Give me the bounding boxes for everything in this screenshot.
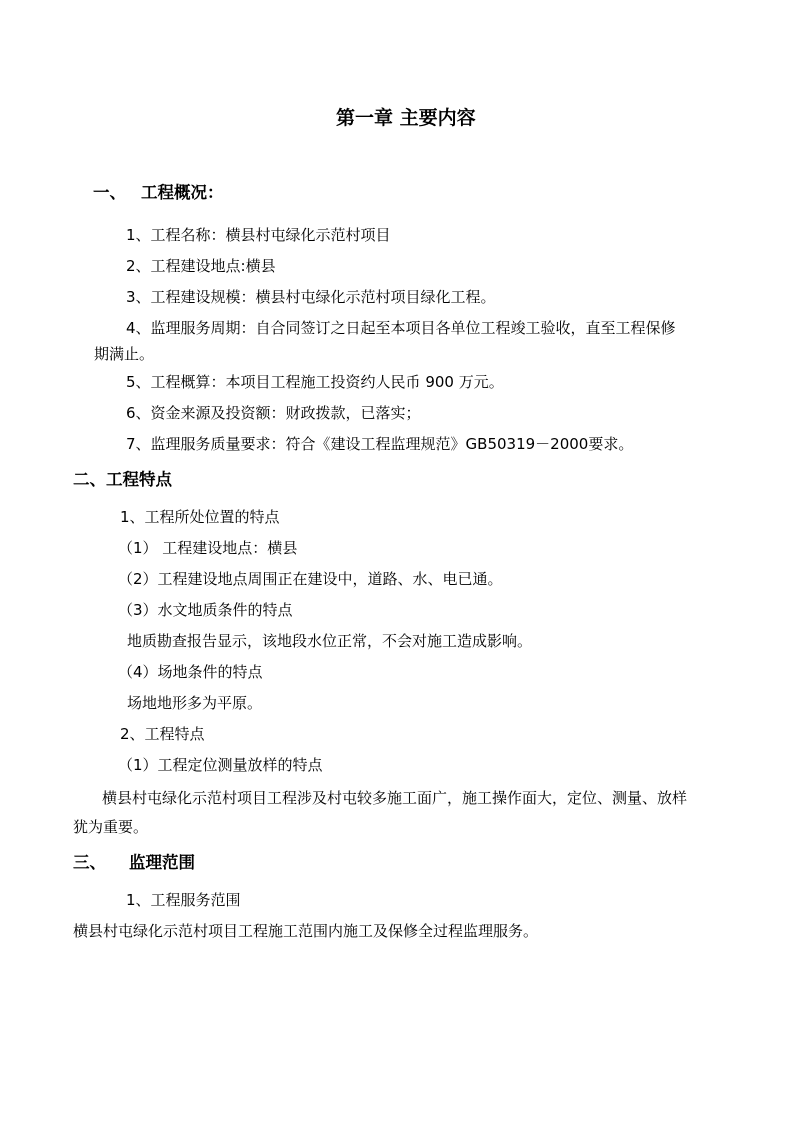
s1-item-4-cont: 期满止。 (94, 345, 155, 363)
s2-line-4: （3）水文地质条件的特点 (118, 601, 293, 619)
s2-line-10: 横县村屯绿化示范村项目工程涉及村屯较多施工面广，施工操作面大，定位、测量、放样 (102, 789, 688, 807)
section-1-heading: 工程概况： (141, 183, 224, 202)
s2-line-6: （4）场地条件的特点 (118, 663, 263, 681)
s2-line-5: 地质勘查报告显示，该地段水位正常，不会对施工造成影响。 (127, 632, 533, 650)
s1-item-4: 4、监理服务周期：自合同签订之日起至本项目各单位工程竣工验收，直至工程保修 (126, 319, 676, 337)
section-3-number: 三、 (73, 853, 106, 872)
s2-line-11: 犹为重要。 (73, 818, 149, 836)
s2-line-7: 场地地形多为平原。 (127, 694, 263, 712)
s1-item-7: 7、监理服务质量要求：符合《建设工程监理规范》GB50319－2000要求。 (126, 435, 634, 453)
chapter-title: 第一章 主要内容 (336, 107, 476, 129)
s3-line-2: 横县村屯绿化示范村项目工程施工范围内施工及保修全过程监理服务。 (73, 922, 539, 940)
section-2-heading: 二、工程特点 (73, 470, 172, 489)
s2-line-3: （2）工程建设地点周围正在建设中，道路、水、电已通。 (118, 570, 503, 588)
section-1-number: 一、 (93, 183, 126, 202)
s1-item-2: 2、工程建设地点:横县 (126, 257, 276, 275)
s1-item-3: 3、工程建设规模：横县村屯绿化示范村项目绿化工程。 (126, 288, 496, 306)
s2-line-9: （1）工程定位测量放样的特点 (118, 756, 323, 774)
s2-line-1: 1、工程所处位置的特点 (120, 508, 280, 526)
section-3-heading: 监理范围 (129, 853, 195, 872)
s1-item-6: 6、资金来源及投资额：财政拨款，已落实； (126, 404, 421, 422)
s2-line-8: 2、工程特点 (120, 725, 205, 743)
s1-item-1: 1、工程名称：横县村屯绿化示范村项目 (126, 226, 391, 244)
s3-line-1: 1、工程服务范围 (126, 891, 241, 909)
s2-line-2: （1） 工程建设地点：横县 (118, 539, 298, 557)
s1-item-5: 5、工程概算：本项目工程施工投资约人民币 900 万元。 (126, 373, 504, 391)
